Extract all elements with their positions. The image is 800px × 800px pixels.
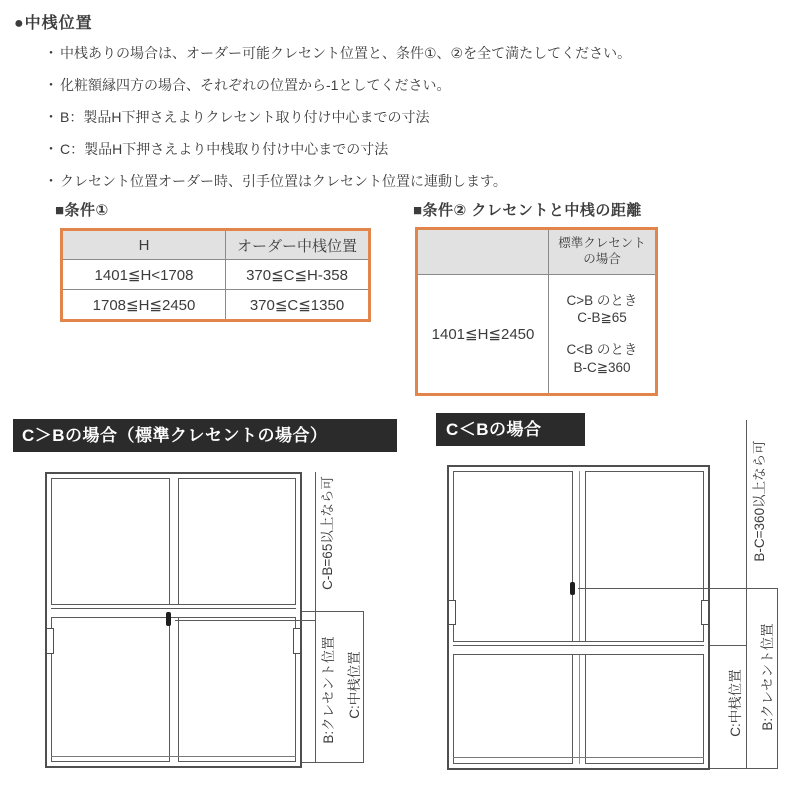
cell-h-range: 1401≦H<1708 xyxy=(63,260,226,290)
dimension-line-c xyxy=(363,611,364,763)
bullet-icon: ・ xyxy=(44,173,58,189)
bullet-icon: ・ xyxy=(44,77,58,93)
case2-rule: B-C≧360 xyxy=(573,359,631,375)
case2-when: C<B のとき xyxy=(566,342,638,357)
note-text: B：製品H下押さえよりクレセント取り付け中心までの寸法 xyxy=(60,109,430,125)
center-stile xyxy=(572,471,586,764)
note-text: C：製品H下押さえより中桟取り付け中心までの寸法 xyxy=(60,141,389,157)
dimension-label-b: B:クレセント位置 xyxy=(321,636,336,744)
table-row xyxy=(63,260,368,290)
bottom-track-line xyxy=(453,757,704,758)
bullet-icon: ・ xyxy=(44,45,58,61)
cell-h-range: 1401≦H≦2450 xyxy=(418,275,549,394)
window-diagram-right xyxy=(447,465,710,770)
page-title: ●中桟位置 xyxy=(14,15,93,32)
crescent-lock-icon xyxy=(570,582,575,595)
extension-line-crescent xyxy=(578,588,777,589)
condition1-table xyxy=(60,228,371,322)
note-text: クレセント位置オーダー時、引手位置はクレセント位置に連動します。 xyxy=(60,173,507,189)
note-item xyxy=(44,101,794,133)
condition2-title: ■条件② クレセントと中桟の距離 xyxy=(413,202,642,219)
pull-handle-right xyxy=(293,628,301,654)
col-header-order: オーダー中桟位置 xyxy=(226,231,369,260)
middle-rail xyxy=(51,604,296,618)
note-text: 中桟ありの場合は、オーダー可能クレセント位置と、条件①、②を全て満たしてください。 xyxy=(60,45,632,61)
bullet-icon: ・ xyxy=(44,109,58,125)
stile-line xyxy=(579,471,580,764)
table-row xyxy=(63,290,368,320)
extension-line-rail xyxy=(302,611,363,612)
extension-line-bottom xyxy=(302,762,363,763)
cell-order-range: 370≦C≦H-358 xyxy=(226,260,369,290)
dimension-label-c: C:中桟位置 xyxy=(728,669,743,737)
condition1-title: ■条件① xyxy=(55,202,109,219)
extension-line-bottom xyxy=(710,768,777,769)
table-row xyxy=(418,275,655,394)
note-item xyxy=(44,133,794,165)
note-item xyxy=(44,165,794,197)
case1-when: C>B のとき xyxy=(566,292,638,308)
bullet-icon: ・ xyxy=(44,141,58,157)
section-bar-c-greater-b: C＞Bの場合（標準クレセントの場合） xyxy=(13,419,397,452)
section-bar-c-less-b: C＜Bの場合 xyxy=(436,413,585,446)
cell-h-range: 1708≦H≦2450 xyxy=(63,290,226,320)
dimension-label-b: B:クレセント位置 xyxy=(760,623,775,731)
dimension-line-c xyxy=(746,420,747,769)
pull-handle-right xyxy=(701,600,709,625)
crescent-lock-icon xyxy=(166,612,171,626)
pull-handle-left xyxy=(46,628,54,654)
case1-rule: C-B≧65 xyxy=(577,310,627,326)
col-header-h: H xyxy=(63,231,226,260)
col-header-empty xyxy=(418,230,549,275)
note-item xyxy=(44,69,794,101)
cell-rules xyxy=(549,275,656,394)
spacer xyxy=(550,327,654,341)
dimension-label-c: C:中桟位置 xyxy=(347,651,362,719)
middle-rail xyxy=(453,641,704,655)
dimension-line-b xyxy=(777,588,778,769)
condition2-table xyxy=(415,227,658,396)
pull-handle-left xyxy=(448,600,456,625)
cell-order-range: 370≦C≦1350 xyxy=(226,290,369,320)
extension-line-crescent xyxy=(175,620,315,621)
bottom-track-line xyxy=(51,756,296,757)
note-text: 化粧額縁四方の場合、それぞれの位置から-1としてください。 xyxy=(60,77,451,93)
extension-line-rail xyxy=(710,645,746,646)
col-header-standard-crescent: 標準クレセント の場合 xyxy=(549,230,656,275)
dimension-label-bc-gap: B-C=360以上なら可 xyxy=(752,440,767,562)
rail-line xyxy=(51,608,296,609)
dimension-label-cb-gap: C-B=65以上なら可 xyxy=(320,476,335,590)
notes-list xyxy=(44,37,794,197)
note-item xyxy=(44,37,794,69)
rail-line xyxy=(453,645,704,646)
